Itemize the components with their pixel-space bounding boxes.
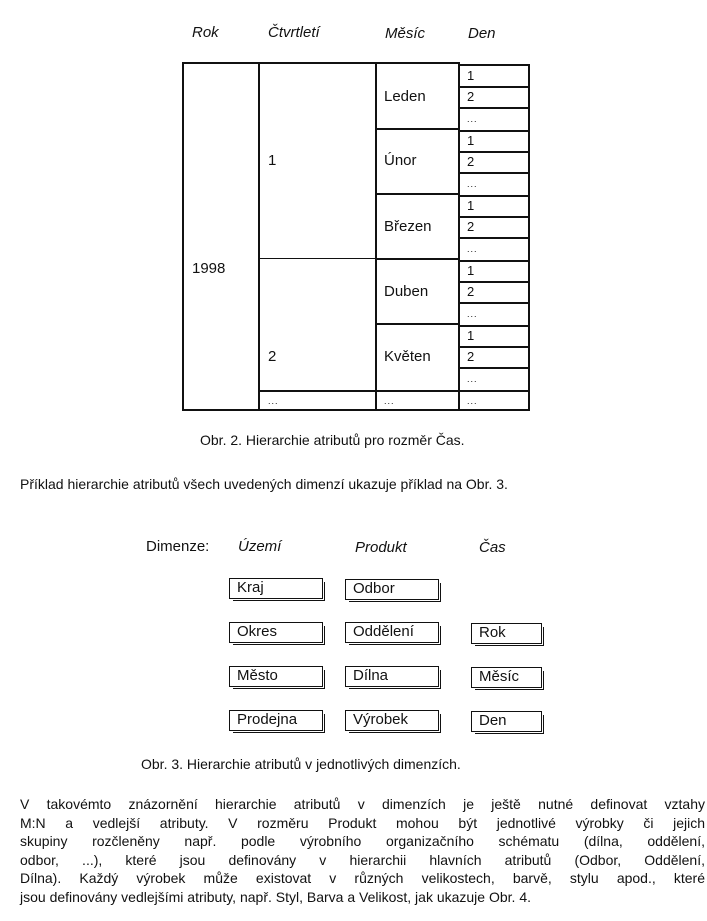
- header-mesic: Měsíc: [385, 25, 426, 42]
- paragraph-line: jsou definovány vedlejšími atributy, např. Styl, Barva a Velikost, jak ukazuje Obr. 4.: [20, 888, 531, 905]
- month-cell: Leden: [384, 88, 426, 105]
- day-cell: 2: [467, 154, 475, 169]
- attribute-box-oddeleni: Oddělení: [345, 622, 439, 643]
- header-ctvrtleti: Čtvrtletí: [268, 24, 320, 41]
- month-cell: Květen: [384, 348, 431, 365]
- attribute-box-okres: Okres: [229, 622, 323, 643]
- attribute-box-prodejna: Prodejna: [229, 710, 323, 731]
- day-cell: ...: [467, 114, 478, 124]
- day-cell: ...: [467, 244, 478, 254]
- quarter-cell: 1: [268, 152, 277, 169]
- paragraph-line: skupiny rozčleněny např. podle výrobního organizačního schématu (dílna, oddělení,: [20, 833, 705, 849]
- attribute-box-den: Den: [471, 711, 542, 732]
- paragraph-line: M:N a vedlejší atributy. V rozměru Produkt mohou být jednotlivé výrobky či jejich: [20, 814, 705, 831]
- quarter-cell: ...: [268, 396, 279, 406]
- month-cell: Březen: [384, 218, 432, 235]
- header-den: Den: [468, 25, 496, 42]
- month-cell: Únor: [384, 152, 417, 169]
- month-cell: ...: [384, 396, 395, 406]
- month-cell: Duben: [384, 283, 429, 300]
- body-paragraph: [20, 795, 705, 906]
- attribute-box-vyrobek: Výrobek: [345, 710, 439, 731]
- day-cell: 1: [467, 263, 475, 278]
- figure-2-caption: Obr. 2. Hierarchie atributů pro rozměr Čas.: [200, 432, 465, 448]
- attribute-box-kraj: Kraj: [229, 578, 323, 599]
- day-cell: 2: [467, 349, 475, 364]
- day-cell: 1: [467, 328, 475, 343]
- day-cell: 2: [467, 284, 475, 299]
- attribute-box-mesto: Město: [229, 666, 323, 687]
- attribute-box-dilna: Dílna: [345, 666, 439, 687]
- paragraph-line: V takovémto znázornění hierarchie atributů v dimenzích je ještě nutné definovat vztahy: [20, 796, 705, 812]
- day-cell: 2: [467, 219, 475, 234]
- day-cell: 2: [467, 89, 475, 104]
- attribute-box-rok: Rok: [471, 623, 542, 644]
- day-cell: ...: [467, 396, 478, 406]
- dimension-uzemi: Území: [238, 538, 282, 555]
- figure-3-caption: Obr. 3. Hierarchie atributů v jednotlivých dimenzích.: [141, 756, 461, 772]
- dimension-produkt: Produkt: [355, 539, 407, 556]
- day-cell: 1: [467, 68, 475, 83]
- year-cell: 1998: [192, 260, 226, 277]
- day-cell: 1: [467, 133, 475, 148]
- day-cell: ...: [467, 374, 478, 384]
- day-cell: ...: [467, 179, 478, 189]
- dimension-cas: Čas: [479, 539, 506, 556]
- quarter-cell: 2: [268, 348, 277, 365]
- paragraph-line: Dílna). Každý výrobek může existovat v různých velikostech, barvě, stylu apod., které: [20, 870, 705, 886]
- day-cell: 1: [467, 198, 475, 213]
- attribute-box-odbor: Odbor: [345, 579, 439, 600]
- attribute-box-mesic: Měsíc: [471, 667, 542, 688]
- dimension-label: Dimenze:: [146, 538, 210, 555]
- header-rok: Rok: [192, 24, 219, 41]
- paragraph-line: odbor, ...), které jsou definovány v hierarchii hlavních atributů (Odbor, Oddělení,: [20, 851, 705, 868]
- day-cell: ...: [467, 309, 478, 319]
- intro-text: Příklad hierarchie atributů všech uvedených dimenzí ukazuje příklad na Obr. 3.: [20, 476, 508, 492]
